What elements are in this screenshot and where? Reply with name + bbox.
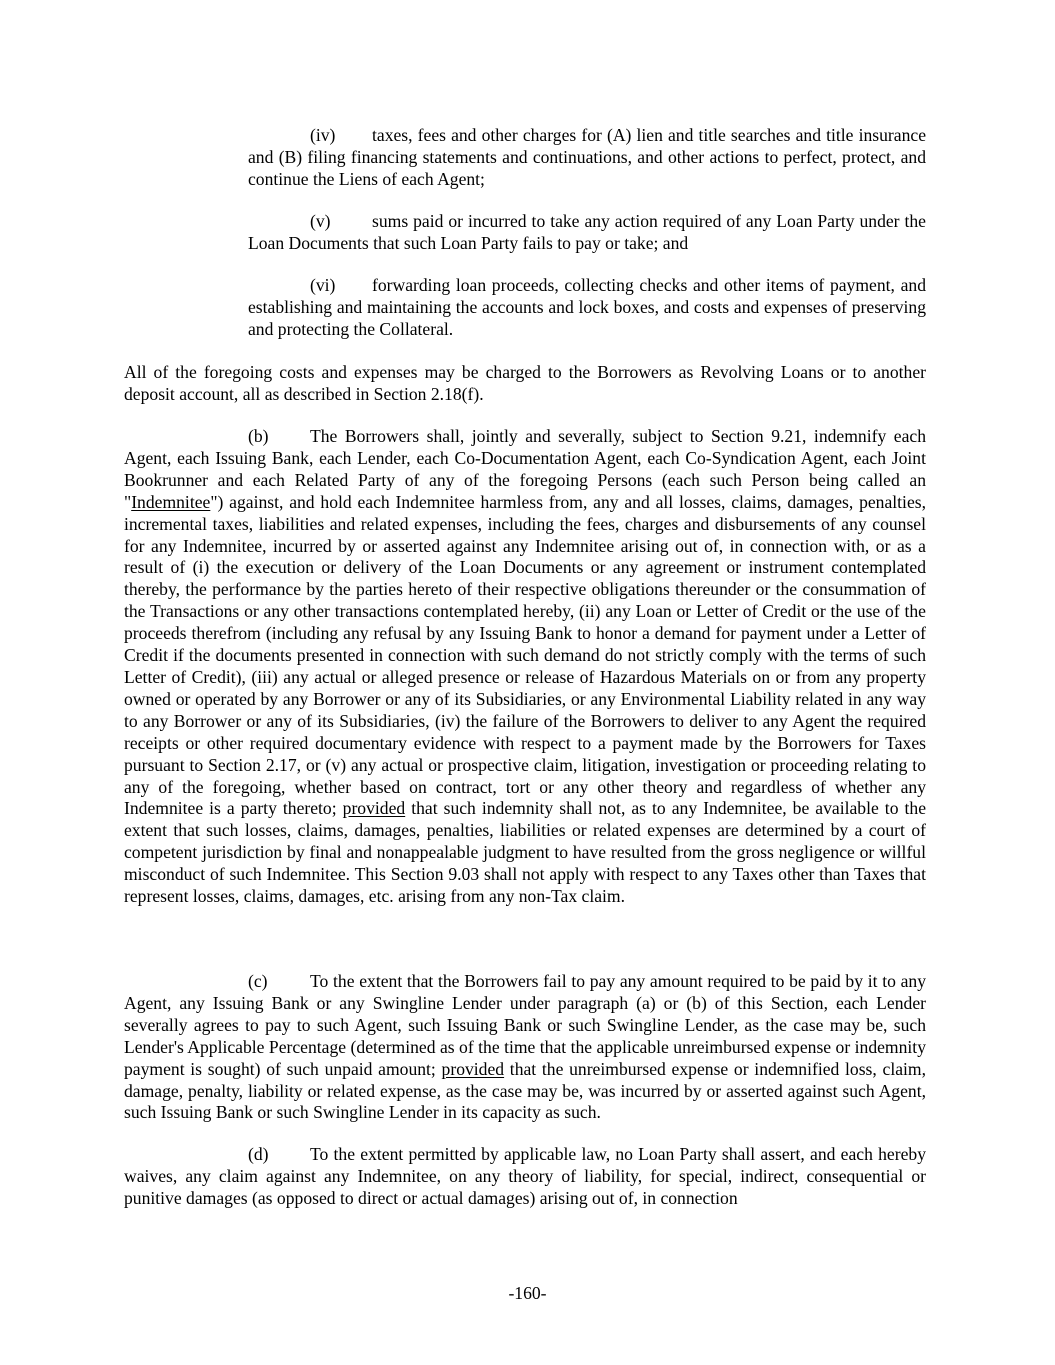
sub-item-vi bbox=[248, 275, 926, 341]
paragraph-d bbox=[124, 1144, 926, 1210]
paragraph-label: (b) bbox=[248, 426, 269, 446]
proviso-term: provided bbox=[342, 798, 406, 819]
paragraph-text: To the extent that the Borrowers fail to pay any amount required to be paid by it to any Agent, any Issuing Bank or any Swingline Lender under paragraph (a) or (b) of this Section, each Lender severally agrees to pay to such Agent, such Issuing Bank or such Swingline Lender, as the case may be, such Lender's Applicable Percentage (determined as of the time that the applicable unreimbursed expense or indemnity payment is sought) of such unpaid amount; bbox=[124, 971, 926, 1079]
paragraph-text: The Borrowers shall, jointly and severally, subject to Section 9.21, indemnify each Agent, each Issuing Bank, each Lender, each Co-Documentation Agent, each Co-Syndication Agent, each Joint Bookrunner and each Related Party of any of the foregoing Persons (each such Person being called an " bbox=[124, 426, 926, 512]
sub-item-iv bbox=[248, 125, 926, 191]
sub-item-text: taxes, fees and other charges for (A) lien and title searches and title insurance and (B) filing financing statements and continuations, and other actions to perfect, protect, and continue the Liens of each Agent; bbox=[248, 125, 926, 189]
sub-item-label: (iv) bbox=[310, 125, 336, 145]
sub-item-text: sums paid or incurred to take any action required of any Loan Party under the Loan Documents that such Loan Party fails to pay or take; and bbox=[248, 211, 926, 253]
paragraph-text: that such indemnity shall not, as to any Indemnitee, be available to the extent that such losses, claims, damages, penalties, liabilities or related expenses are determined by a court of competent jurisdiction by final and nonappealable judgment to have resulted from the gross negligence or willful misconduct of such Indemnitee. This Section 9.03 shall not apply with respect to any Taxes other than Taxes that represent losses, claims, damages, etc. arising from any non-Tax claim. bbox=[124, 798, 927, 907]
sub-item-v bbox=[248, 211, 926, 255]
summary-paragraph: All of the foregoing costs and expenses may be charged to the Borrowers as Revolving Loans or to another deposit account, all as described in Section 2.18(f). bbox=[124, 362, 926, 404]
sub-item-text: forwarding loan proceeds, collecting checks and other items of payment, and establishing and maintaining the accounts and lock boxes, and costs and expenses of preserving and protecting the Collateral. bbox=[248, 275, 926, 339]
sub-item-label: (vi) bbox=[310, 275, 336, 295]
paragraph-label: (d) bbox=[248, 1144, 269, 1164]
sub-item-label: (v) bbox=[310, 211, 331, 231]
defined-term-indemnitee: Indemnitee bbox=[131, 491, 211, 512]
paragraph-label: (c) bbox=[248, 971, 268, 991]
proviso-term: provided bbox=[441, 1058, 505, 1079]
paragraph-text: that the unreimbursed expense or indemnified loss, claim, damage, penalty, liability or related expense, as the case may be, was incurred by or asserted against such Agent, such Issuing Bank or such Swingline Lender in its capacity as such. bbox=[124, 1058, 926, 1123]
paragraph-b bbox=[124, 426, 926, 908]
paragraph-text: ") against, and hold each Indemnitee harmless from, any and all losses, claims, damages, penalties, incremental taxes, liabilities and related expenses, including the fees, charges and disbursements of any counsel for any Indemnitee, incurred by or asserted against any Indemnitee arising out of, in connection with, or as a result of (i) the execution or delivery of the Loan Documents or any agreement or instrument contemplated thereby, the performance by the parties hereto of their respective obligations thereunder or the consummation of the Transactions or any other transactions contemplated hereby, (ii) any Loan or Letter of Credit or the use of the proceeds therefrom (including any refusal by any Issuing Bank to honor a demand for payment under a Letter of Credit if the documents presented in connection with such demand do not strictly comply with the terms of such Letter of Credit), (iii) any actual or alleged presence or release of Hazardous Materials on or from any property owned or operated by any Borrower or any of its Subsidiaries, or any Environmental Liability related in any way to any Borrower or any of its Subsidiaries, (iv) the failure of the Borrowers to deliver to any Agent the required receipts or other required documentary evidence with respect to a payment made by the Borrowers for Taxes pursuant to Section 2.17, or (v) any actual or prospective claim, litigation, investigation or proceeding relating to any of the foregoing, whether based on contract, tort or any other theory and regardless of whether any Indemnitee is a party thereto; bbox=[124, 491, 926, 819]
paragraph-c bbox=[124, 971, 926, 1124]
paragraph-text: To the extent permitted by applicable law, no Loan Party shall assert, and each hereby waives, any claim against any Indemnitee, on any theory of liability, for special, indirect, consequential or punitive damages (as opposed to direct or actual damages) arising out of, in connection bbox=[124, 1144, 926, 1208]
page-number: -160- bbox=[508, 1283, 547, 1303]
